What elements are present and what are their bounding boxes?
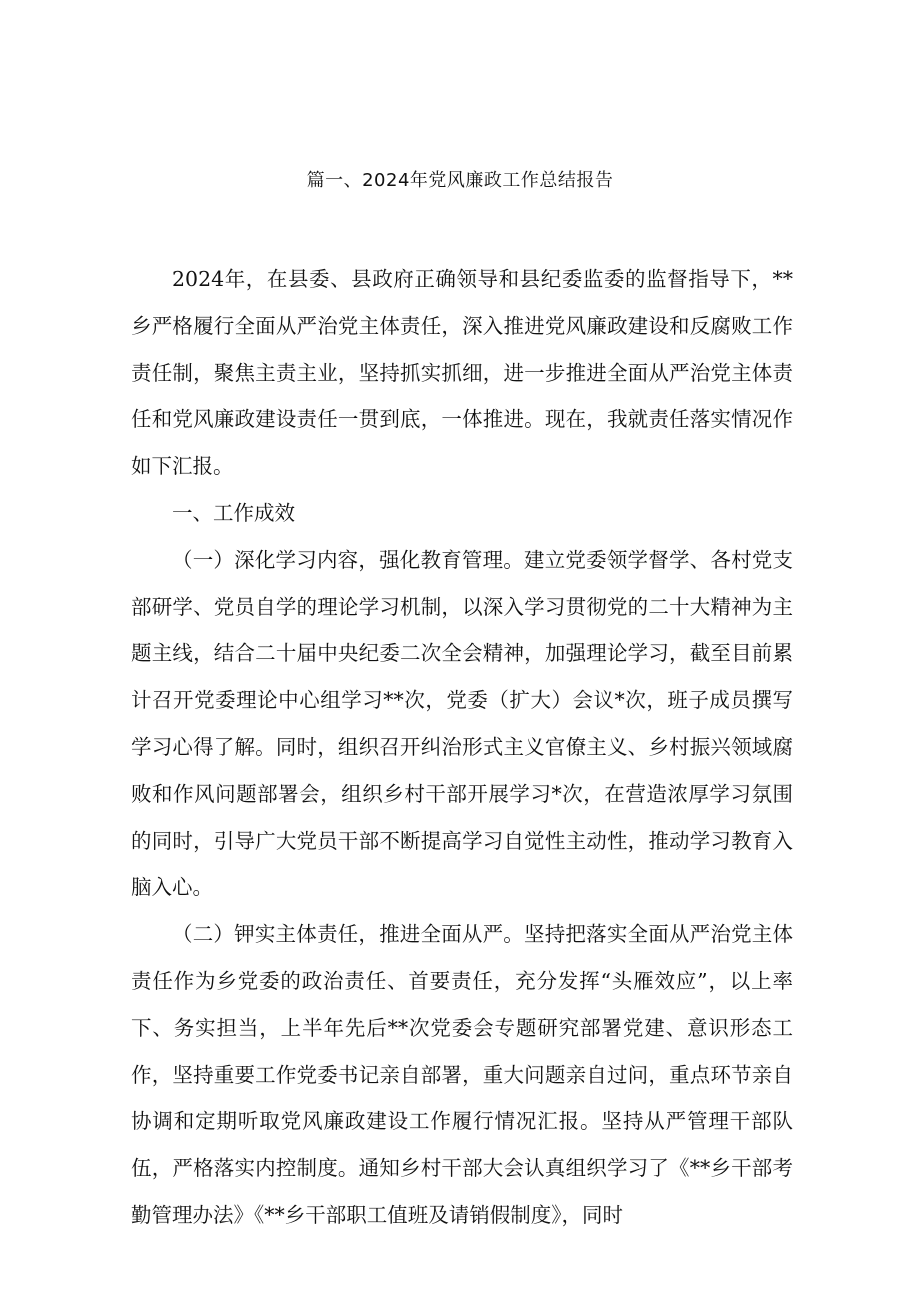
section-heading-work-results: 一、工作成效 <box>172 500 295 525</box>
document-title: 篇一、2024年党风廉政工作总结报告 <box>306 170 614 191</box>
intro-paragraph: 2024年，在县委、县政府正确领导和县纪委监委的监督指导下，**乡严格履行全面从严治党主体责任，深入推进党风廉政建设和反腐败工作责任制，聚焦主责主业，坚持抓实抓细，进一步推进全面从严治党主体责任和党风廉政建设责任一贯到底，一体推进。现在，我就责任落实情况作如下汇报。 <box>131 267 793 479</box>
paragraph-study-education: （一）深化学习内容，强化教育管理。建立党委领学督学、各村党支部研学、党员自学的理论学习机制，以深入学习贯彻党的二十大精神为主题主线，结合二十届中央纪委二次全会精神，加强理论学习，截至目前累计召开党委理论中心组学习**次，党委（扩大）会议*次，班子成员撰写学习心得了解。同时，组织召开纠治形式主义官僚主义、乡村振兴领域腐败和作风问题部署会，组织乡村干部开展学习*次，在营造浓厚学习氛围的同时，引导广大党员干部不断提高学习自觉性主动性，推动学习教育入脑入心。 <box>131 547 793 900</box>
paragraph-main-responsibility: （二）钾实主体责任，推进全面从严。坚持把落实全面从严治党主体责任作为乡党委的政治责任、首要责任，充分发挥“头雁效应”，以上率下、务实担当，上半年先后**次党委会专题研究部署党建、意识形态工作，坚持重要工作党委书记亲自部署，重大问题亲自过问，重点环节亲自协调和定期听取党风廉政建设工作履行情况汇报。坚持从严管理干部队伍，严格落实内控制度。通知乡村干部大会认真组织学习了《**乡干部考勤管理办法》《**乡干部职工值班及请销假制度》，同时 <box>131 922 793 1227</box>
document-body <box>131 256 793 1239</box>
